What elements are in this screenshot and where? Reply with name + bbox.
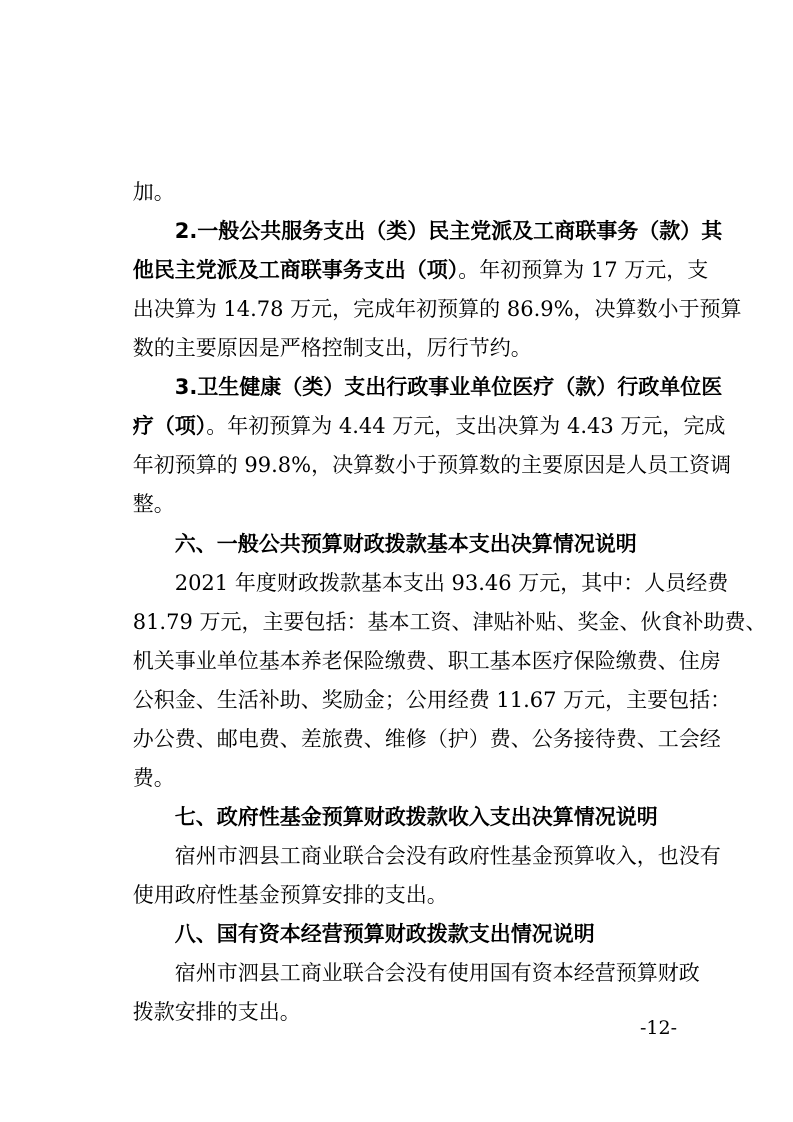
page-number: -12-: [640, 1017, 678, 1039]
heading-line: 2.一般公共服务支出（类）民主党派及工商联事务（款）其: [174, 219, 723, 243]
text-line: 拨款安排的支出。: [132, 1000, 301, 1024]
text-line: 加。: [132, 180, 175, 204]
heading-line: 3.卫生健康（类）支出行政事业单位医疗（款）行政单位医: [174, 375, 723, 399]
text-line: 宿州市泗县工商业联合会没有使用国有资本经营预算财政: [174, 961, 700, 985]
text-line: 公积金、生活补助、奖励金；公用经费 11.67 万元，主要包括：: [132, 688, 732, 712]
section-heading: 八、国有资本经营预算财政拨款支出情况说明: [174, 922, 595, 946]
text-line: 出决算为 14.78 万元，完成年初预算的 86.9%，决算数小于预算: [132, 297, 742, 321]
text-line: 整。: [132, 492, 175, 516]
text-line: 费。: [132, 766, 175, 790]
text-line: 机关事业单位基本养老保险缴费、职工基本医疗保险缴费、住房: [132, 649, 721, 673]
heading-line: 疗（项）。年初预算为 4.44 万元，支出决算为 4.43 万元，完成: [132, 414, 726, 438]
text-line: 数的主要原因是严格控制支出，厉行节约。: [132, 336, 532, 360]
text-line: 81.79 万元，主要包括：基本工资、津贴补贴、奖金、伙食补助费、: [132, 610, 767, 634]
text-line: 办公费、邮电费、差旅费、维修（护）费、公务接待费、工会经: [132, 727, 721, 751]
text-line: 年初预算的 99.8%，决算数小于预算数的主要原因是人员工资调: [132, 453, 732, 477]
text-line: 宿州市泗县工商业联合会没有政府性基金预算收入，也没有: [174, 844, 721, 868]
heading-line: 他民主党派及工商联事务支出（项）。年初预算为 17 万元，支: [132, 258, 709, 282]
section-heading: 六、一般公共预算财政拨款基本支出决算情况说明: [174, 532, 637, 556]
text-line: 使用政府性基金预算安排的支出。: [132, 883, 448, 907]
section-heading: 七、政府性基金预算财政拨款收入支出决算情况说明: [174, 805, 658, 829]
text-line: 2021 年度财政拨款基本支出 93.46 万元，其中：人员经费: [174, 571, 729, 595]
